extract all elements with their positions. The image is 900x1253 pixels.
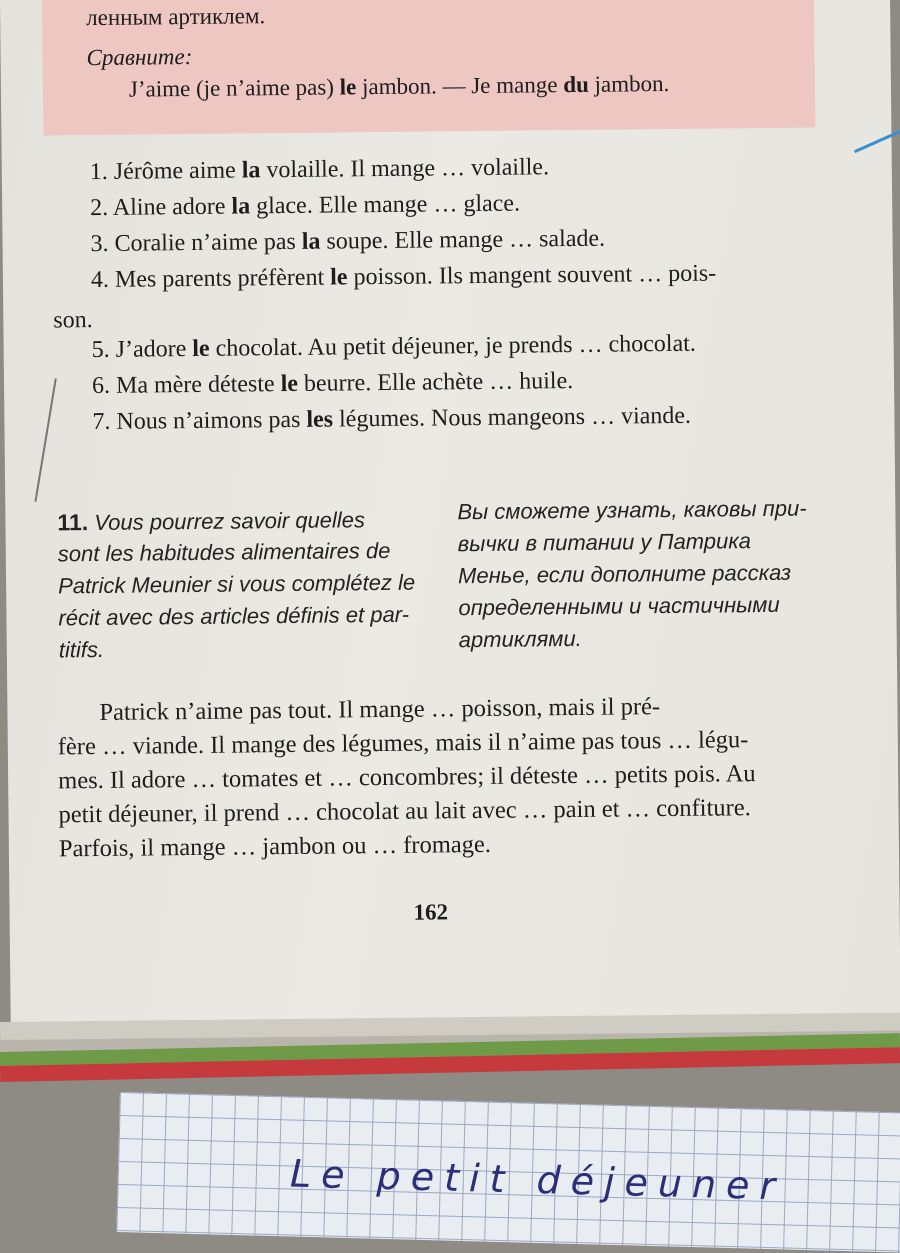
pencil-mark	[34, 378, 56, 502]
exercise-item: 3. Coralie n’aime pas la soupe. Elle mange … salade.	[90, 225, 606, 258]
exercise-item: 1. Jérôme aime la volaille. Il mange … volaille.	[89, 154, 550, 186]
exercise-item: 4. Mes parents préfèrent le poisson. Ils mangent souvent … pois-	[90, 260, 717, 294]
exercise-item: 7. Nous n’aimons pas les légumes. Nous mangeons … viande.	[92, 402, 692, 436]
exercise-item: 2. Aline adore la glace. Elle mange … glace.	[90, 190, 521, 222]
compare-label: Сравните:	[86, 43, 193, 71]
exercise-item: son.	[53, 307, 93, 334]
rule-example: J’aime (je n’aime pas) le jambon. — Je mange du jambon.	[128, 70, 670, 102]
exercise-item: 6. Ma mère déteste le beurre. Elle achète … huile.	[91, 368, 574, 400]
exercise-item: 5. J’adore le chocolat. Au petit déjeuner, je prends … chocolat.	[91, 330, 696, 364]
exercise-number: 11.	[57, 509, 89, 536]
page-number: 162	[413, 899, 449, 925]
textbook-page: ленным артиклем. Сравните: J’aime (je n’aime pas) le jambon. — Je mange du jambon. 1. Jérôme aime la volaille. Il mange … volaille. 2. Aline adore la glace. Elle mange … glace. 3. Coralie n’aime pas la soupe. Elle mange … salade. 4. Mes parents préfèrent le poisson. Ils mangent souvent … pois- son. 5. J’adore le chocolat. Au petit déjeuner, je prends … chocolat. 6. Ma mère déteste le beurre. Elle achète … huile. 7. Nous n’aimons pas les légumes. Nous mangeons … viande. 11. Vous pourrez savoir quelles sont les habitudes alimentaires de Patrick Meunier si vous complétez le récit avec des articles définis et par- titifs. Вы сможете узнать, каковы при- вычки в питании у Патрика Менье, если дополните рассказ определенными и частичными артиклями. Patrick n’aime pas tout. Il mange … poisson, mais il pré- fère … viande. Il mange des légumes, mais il n’aime pas tous … légu- mes. Il adore … tomates et … concombres; il déteste … petits pois. Au petit déjeuner, il prend … chocolat au lait avec … pain et … confiture. Parfois, il mange … jambon ou … fromage. 162	[0, 0, 900, 1030]
rule-line: ленным артиклем.	[86, 3, 266, 31]
notebook-handwriting: Le petit déjeuner	[289, 1151, 786, 1209]
